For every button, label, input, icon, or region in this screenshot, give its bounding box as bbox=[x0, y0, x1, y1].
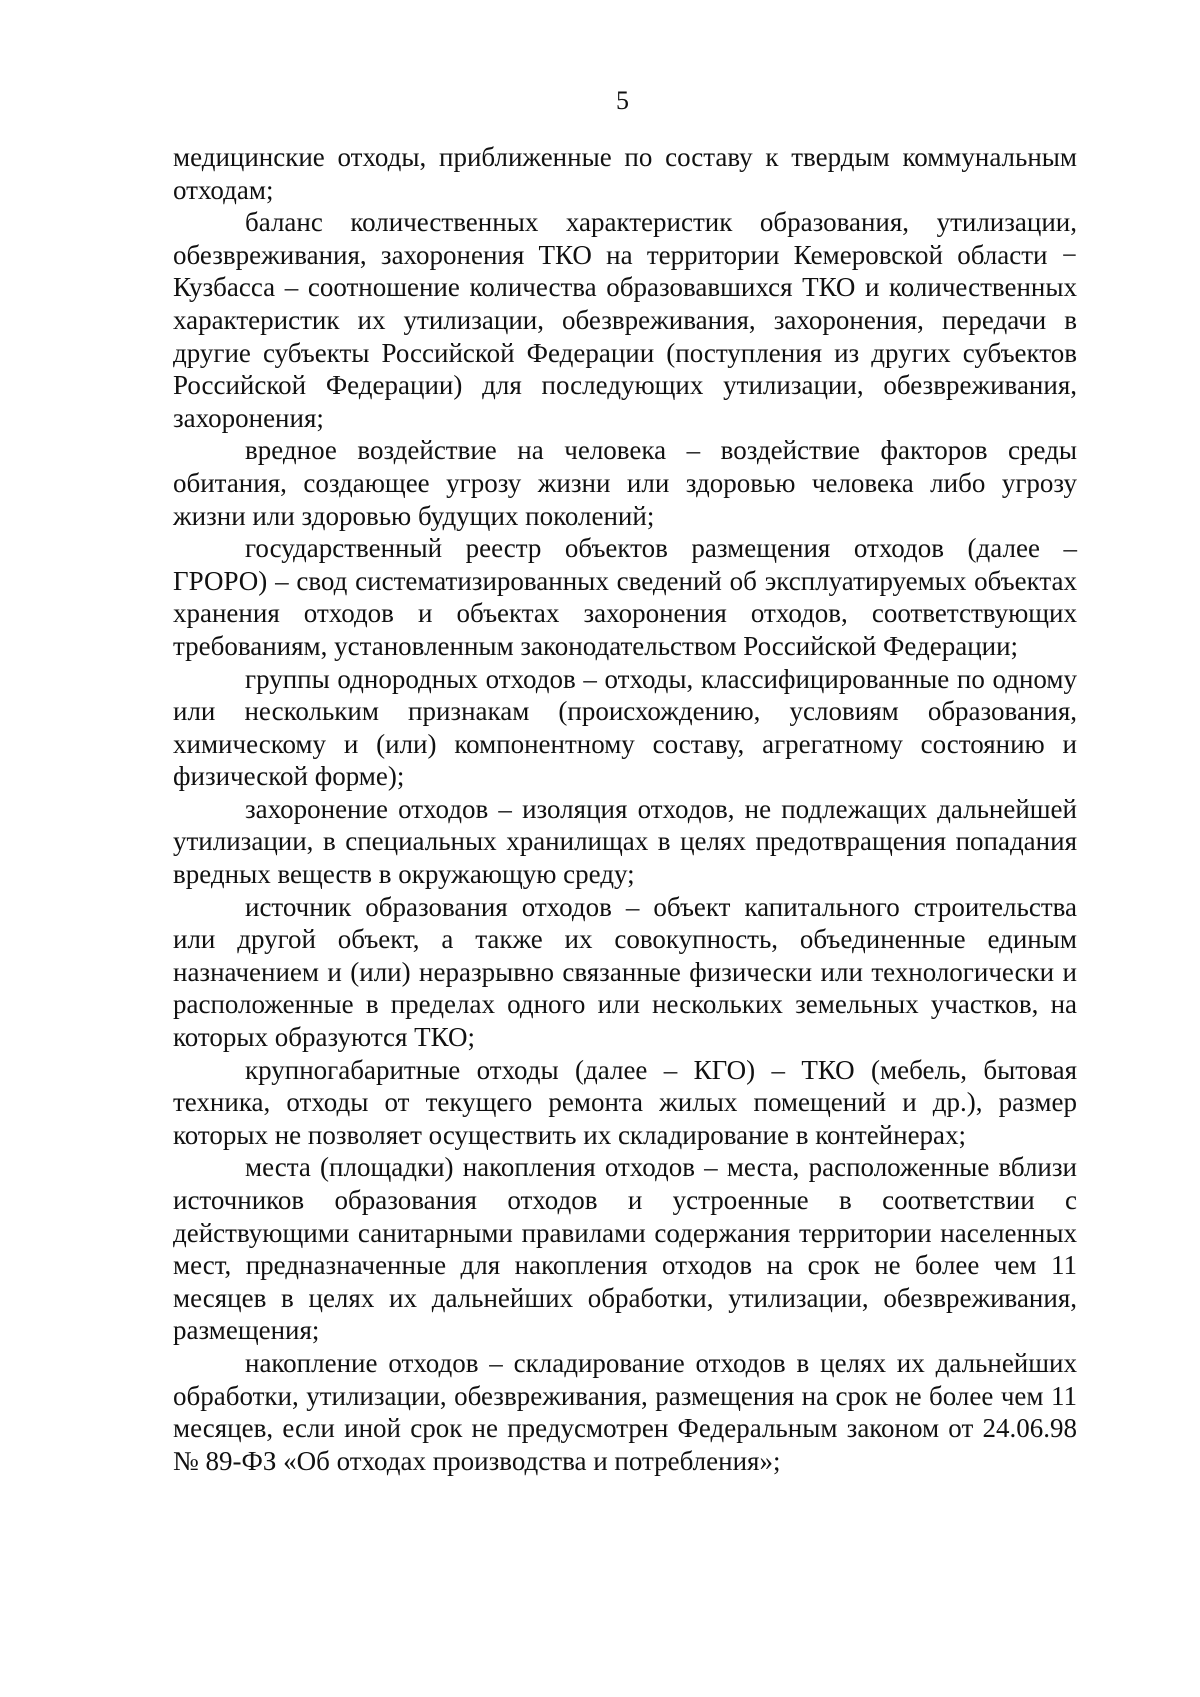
paragraph-accumulation-sites-definition: места (площадки) накопления отходов – места, расположенные вблизи источников образования отходов и устроенные в соответствии с действующими санитарными правилами содержания территории населенных мест, предназначенные для накопления отходов на срок не более чем 11 месяцев в целях их дальнейших обработки, утилизации, обезвреживания, размещения; bbox=[173, 1152, 1077, 1346]
paragraph-harmful-effect-definition: вредное воздействие на человека – воздействие факторов среды обитания, создающее угрозу жизни или здоровью человека либо угрозу жизни или здоровью будущих поколений; bbox=[173, 435, 1077, 531]
paragraph-waste-source-definition: источник образования отходов – объект капитального строительства или другой объект, а также их совокупность, объединенные единым назначением и (или) неразрывно связанные физически или технологически и расположенные в пределах одного или нескольких земельных участков, на которых образуются ТКО; bbox=[173, 891, 1077, 1053]
paragraph-groro-definition: государственный реестр объектов размещения отходов (далее – ГРОРО) – свод систематизированных сведений об эксплуатируемых объектах хранения отходов и объектах захоронения отходов, соответствующих требованиям, установленным законодательством Российской Федерации; bbox=[173, 533, 1077, 661]
paragraph-homogeneous-waste-definition: группы однородных отходов – отходы, классифицированные по одному или нескольким признакам (происхождению, условиям образования, химическому и (или) компонентному составу, агрегатному состоянию и физической форме); bbox=[173, 663, 1077, 792]
paragraph-balance-definition: баланс количественных характеристик образования, утилизации, обезвреживания, захоронения ТКО на территории Кемеровской области − Кузбасса – соотношение количества образовавшихся ТКО и количественных характеристик их утилизации, обезвреживания, захоронения, передачи в другие субъекты Российской Федерации (поступления из других субъектов Российской Федерации) для последующих утилизации, обезвреживания, захоронения; bbox=[173, 207, 1077, 433]
paragraph-waste-burial-definition: захоронение отходов – изоляция отходов, не подлежащих дальнейшей утилизации, в специальных хранилищах в целях предотвращения попадания вредных веществ в окружающую среду; bbox=[173, 793, 1077, 890]
paragraph-bulky-waste-definition: крупногабаритные отходы (далее – КГО) – ТКО (мебель, бытовая техника, отходы от текущего ремонта жилых помещений и др.), размер которых не позволяет осуществить их складирование в контейнерах; bbox=[173, 1054, 1077, 1150]
document-body bbox=[173, 141, 1077, 1477]
paragraph-medical-waste: медицинские отходы, приближенные по составу к твердым коммунальным отходам; bbox=[173, 142, 1077, 205]
paragraph-waste-accumulation-definition: накопление отходов – складирование отходов в целях их дальнейших обработки, утилизации, обезвреживания, размещения на срок не более чем 11 месяцев, если иной срок не предусмотрен Федеральным законом от 24.06.98 № 89-ФЗ «Об отходах производства и потребления»; bbox=[173, 1347, 1077, 1476]
page-number: 5 bbox=[616, 86, 629, 115]
